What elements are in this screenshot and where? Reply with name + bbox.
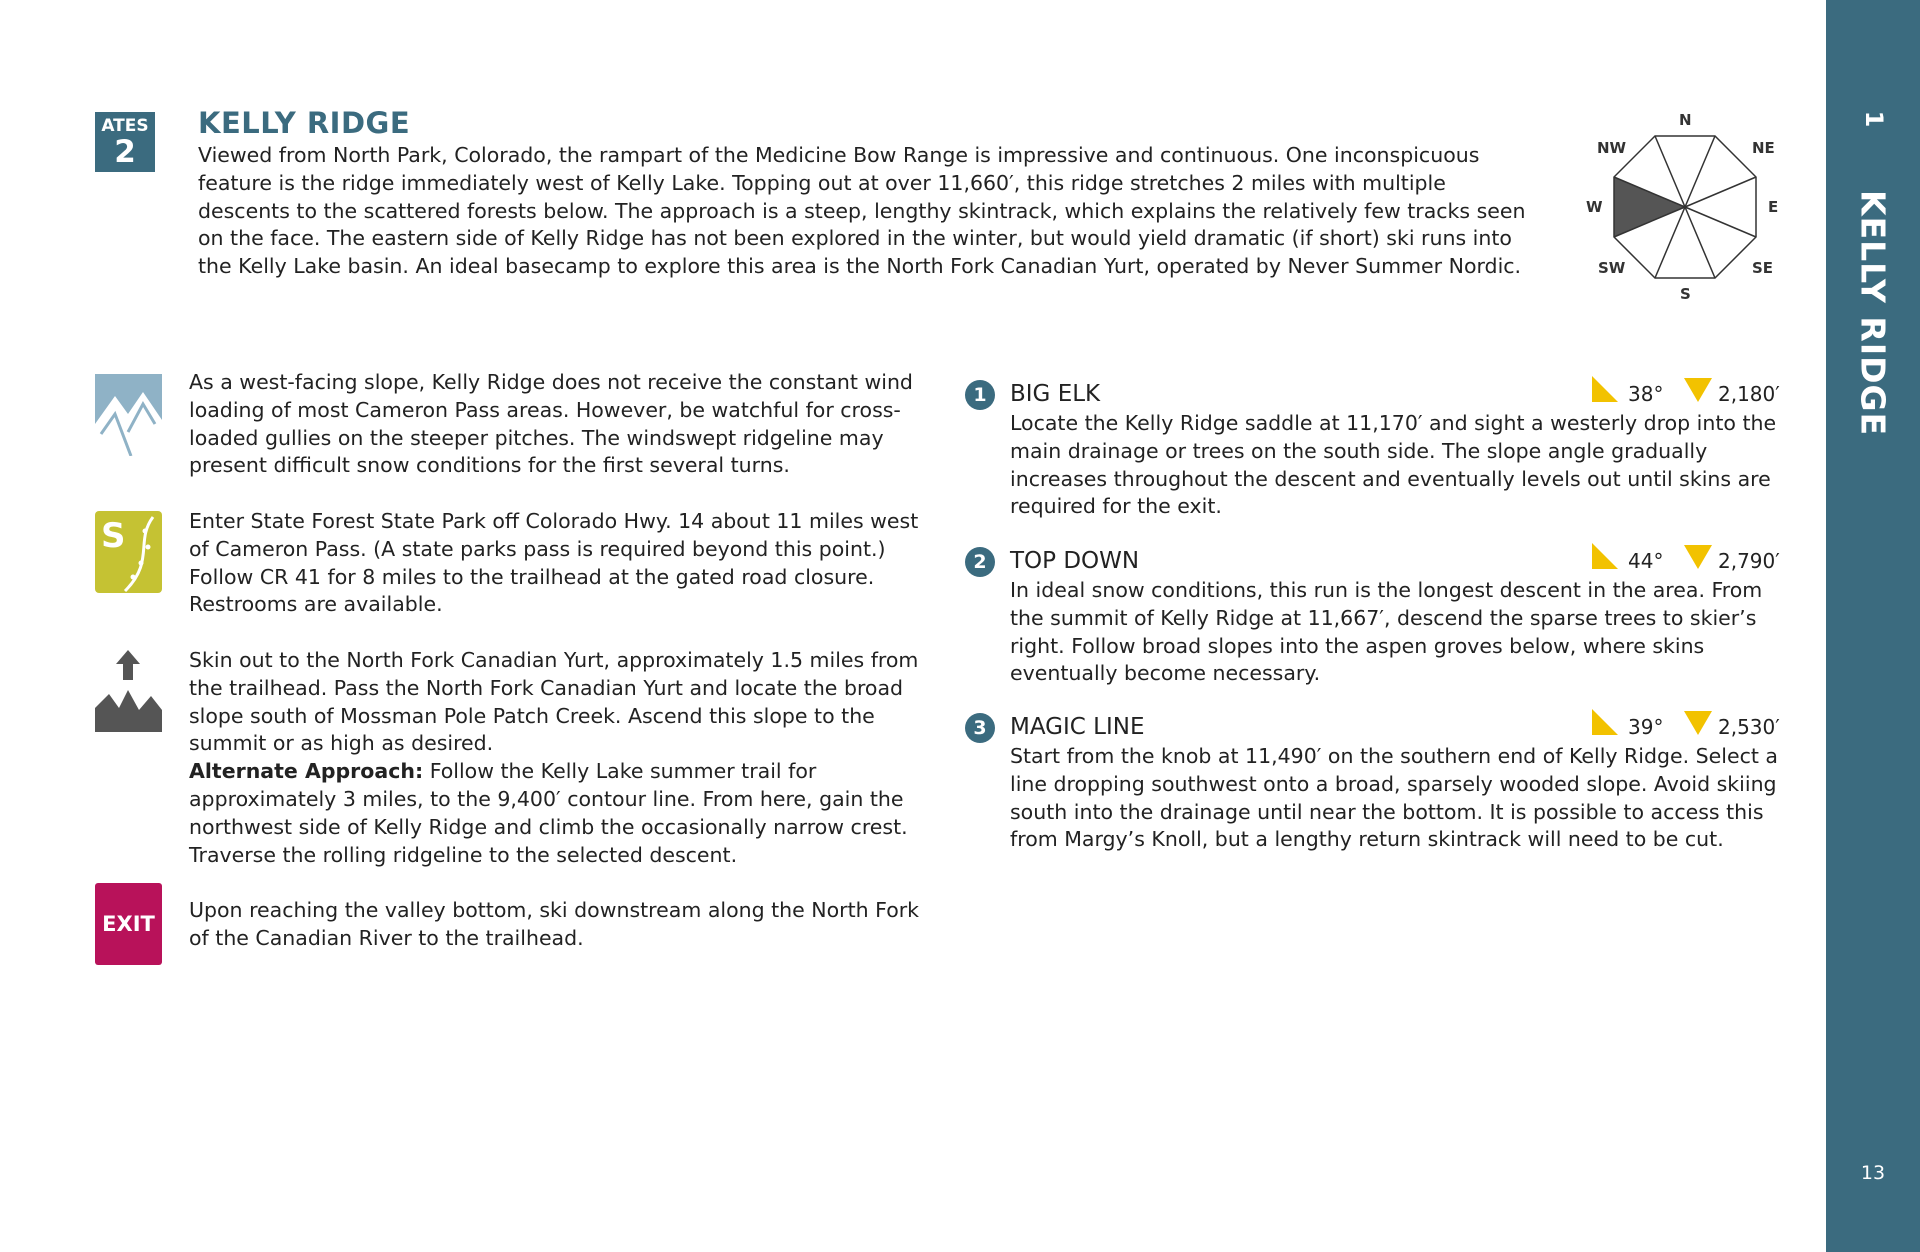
approach-main: Skin out to the North Fork Canadian Yurt, approximately 1.5 miles from the trailhead. Pass the North Fork Canadian Yurt and locate the broad slope south of Mossman Pole Patch Creek. Ascend this slope to the summit or as high as desired. [189,648,919,756]
ates-badge [95,112,155,172]
alternate-approach-text: Follow the Kelly Lake summer trail for approximately 3 miles, to the 9,400′ contour line. From here, gain the northwest side of Kelly Ridge and climb the occasionally narrow crest. Traverse the rolling ridgeline to the selected descent. [189,759,908,867]
vertical-drop-value: 2,790′ [1718,549,1780,573]
svg-text:S: S [101,516,126,556]
compass-label-w: W [1586,198,1603,216]
approach-ascent-icon [95,650,162,732]
access-text: Enter State Forest State Park off Colorado Hwy. 14 about 11 miles west of Cameron Pass. (A state parks pass is required beyond this point.) Follow CR 41 for 8 miles to the trailhead at the gated road closure. Restrooms are available. [189,509,919,617]
vertical-drop-icon [1684,376,1712,404]
run-description: In ideal snow conditions, this run is the longest descent in the area. From the summit of Kelly Ridge at 11,667′, descend the sparse trees to skier’s right. Follow broad slopes into the aspen groves below, where skins eventually become necessary. [1010,578,1763,686]
run-name: MAGIC LINE [1010,714,1145,740]
run-name: BIG ELK [1010,381,1101,407]
ates-value: 2 [114,134,136,170]
compass-label-e: E [1768,198,1779,216]
slope-angle-icon [1590,707,1620,737]
vertical-drop-icon [1684,709,1712,737]
approach-text [189,647,929,869]
compass-label-sw: SW [1598,259,1626,277]
run-stats [1590,707,1780,739]
run-name: TOP DOWN [1010,548,1140,574]
slope-angle-icon [1590,374,1620,404]
intro-paragraph: Viewed from North Park, Colorado, the rampart of the Medicine Bow Range is impressive and continuous. One inconspicuous feature is the ridge immediately west of Kelly Lake. Topping out at over 11,660′, this ridge stretches 2 miles with multiple descents to the scattered forests below. The approach is a steep, lengthy skintrack, which explains the relatively few tracks seen on the face. The eastern side of Kelly Ridge has not been explored in the winter, but would yield dramatic (if short) ski runs into the Kelly Lake basin. An ideal basecamp to explore this area is the North Fork Canadian Yurt, operated by Never Summer Nordic. [198,143,1526,279]
run-description: Start from the knob at 11,490′ on the southern end of Kelly Ridge. Select a line dropping southwest onto a broad, sparsely wooded slope. Avoid skiing south into the drainage until near the bottom. It is possible to access this from Margy’s Knoll, but a lengthy return skintrack will need to be cut. [1010,744,1778,852]
run-stats [1590,374,1780,406]
chapter-title: KELLY RIDGE [1853,190,1893,437]
run-number-badge: 3 [965,713,995,743]
vertical-drop-value: 2,530′ [1718,715,1780,739]
slope-angle-value: 44° [1628,549,1664,573]
exit-icon: EXIT [95,883,162,965]
compass-label-ne: NE [1752,139,1775,157]
chapter-number: 1 [1860,110,1888,128]
chapter-sidebar [1826,0,1920,1252]
run-description: Locate the Kelly Ridge saddle at 11,170′ and sight a westerly drop into the main drainage or trees on the south side. The slope angle gradually increases throughout the descent and eventually levels out until skins are required for the exit. [1010,411,1777,519]
vertical-drop-icon [1684,543,1712,571]
run-number-badge: 2 [965,547,995,577]
exit-text: Upon reaching the valley bottom, ski downstream along the North Fork of the Canadian River to the trailhead. [189,898,920,950]
page-title: KELLY RIDGE [198,106,411,140]
compass-label-s: S [1680,285,1691,303]
highlighted-aspect-sector [1614,177,1685,237]
aspect-compass-icon [1580,105,1780,310]
run-stats [1590,541,1780,573]
slope-angle-icon [1590,541,1620,571]
compass-label-n: N [1679,111,1692,129]
ates-label: ATES [101,116,149,136]
terrain-mountain-icon [95,374,162,456]
page-number: 13 [1860,1162,1886,1184]
run-number-badge: 1 [965,380,995,410]
slope-angle-value: 39° [1628,715,1664,739]
compass-label-se: SE [1752,259,1774,277]
terrain-text: As a west-facing slope, Kelly Ridge does not receive the constant wind loading of most Cameron Pass areas. However, be watchful for cross-loaded gullies on the steeper pitches. The windswept ridgeline may present difficult snow conditions for the first several turns. [189,370,913,478]
access-road-icon [95,511,162,593]
slope-angle-value: 38° [1628,382,1664,406]
vertical-drop-value: 2,180′ [1718,382,1780,406]
alternate-approach-label: Alternate Approach: [189,759,424,784]
compass-label-nw: NW [1597,139,1627,157]
